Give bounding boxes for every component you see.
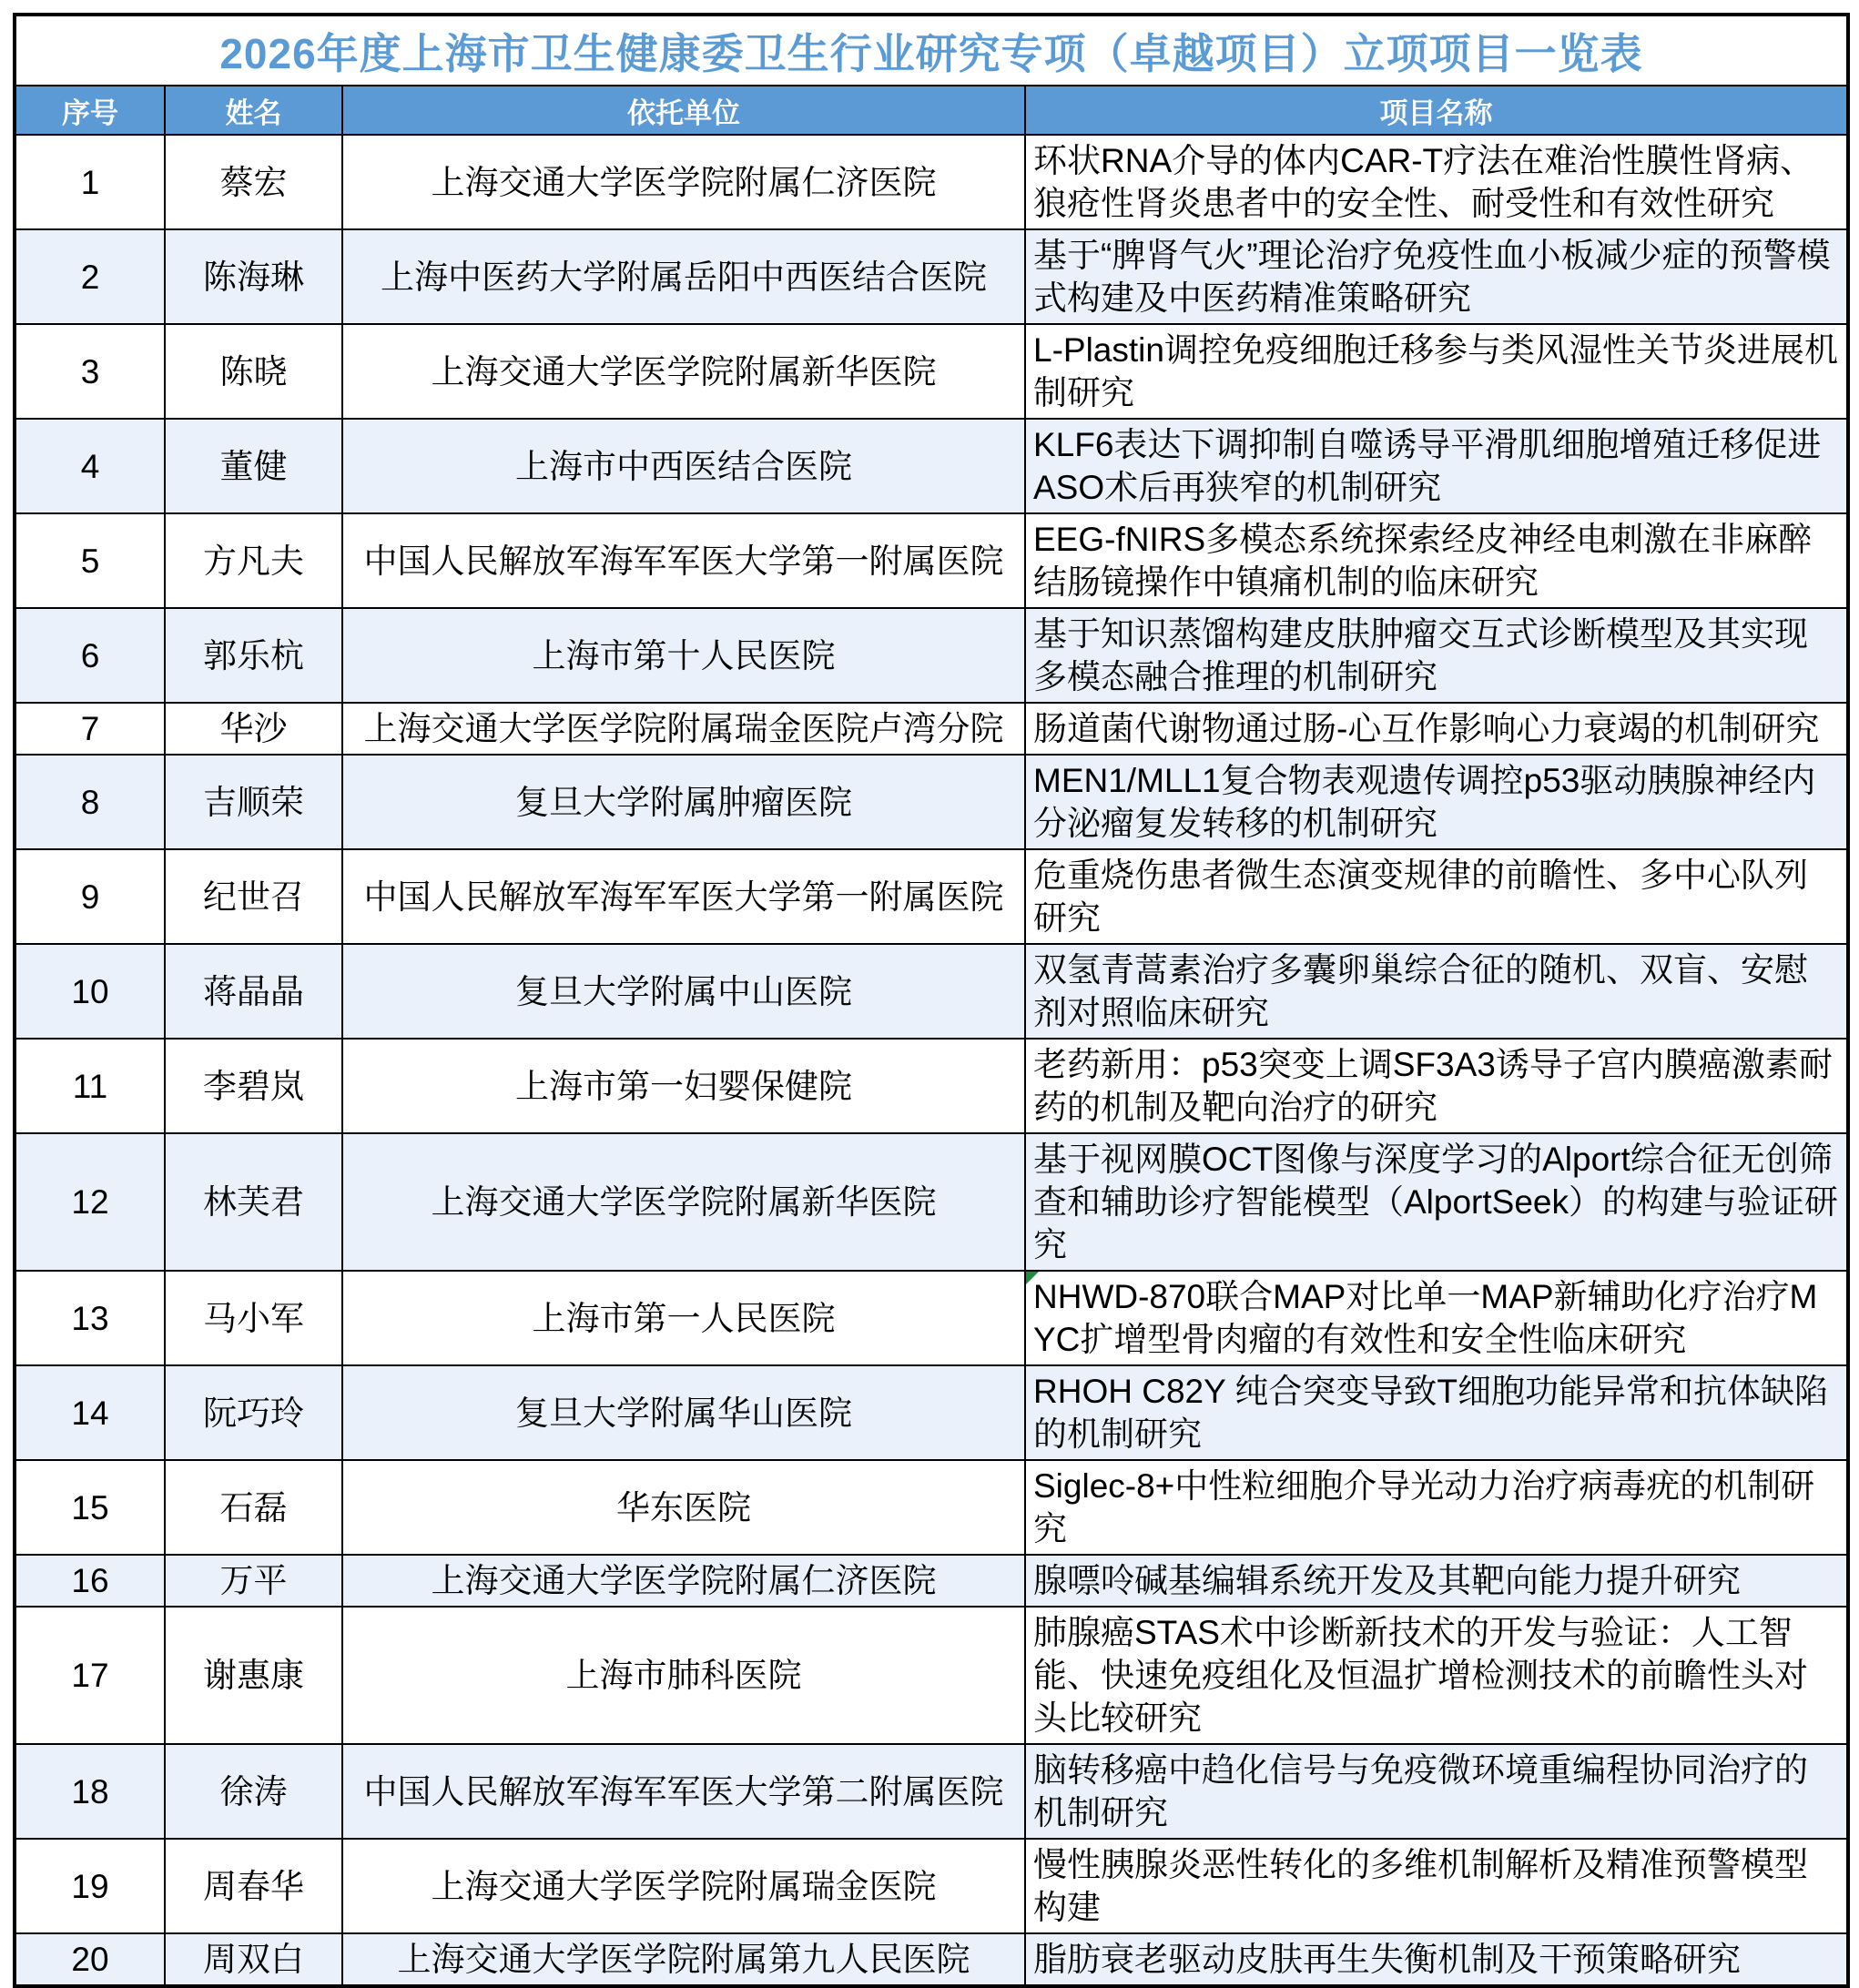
cell-project: 老药新用：p53突变上调SF3A3诱导子宫内膜癌激素耐药的机制及靶向治疗的研究 (1025, 1039, 1848, 1133)
cell-project: 脂肪衰老驱动皮肤再生失衡机制及干预策略研究 (1025, 1933, 1848, 1986)
table-row (15, 1555, 1848, 1607)
cell-project: 肠道菌代谢物通过肠-心互作影响心力衰竭的机制研究 (1025, 703, 1848, 755)
cell-institution: 上海交通大学医学院附属第九人民医院 (342, 1933, 1025, 1986)
cell-name: 徐涛 (165, 1744, 342, 1839)
cell-project: KLF6表达下调抑制自噬诱导平滑肌细胞增殖迁移促进ASO术后再狭窄的机制研究 (1025, 419, 1848, 513)
cell-index: 20 (15, 1933, 165, 1986)
cell-index: 16 (15, 1555, 165, 1607)
cell-institution: 上海市中西医结合医院 (342, 419, 1025, 513)
cell-name: 陈晓 (165, 324, 342, 419)
cell-project: 慢性胰腺炎恶性转化的多维机制解析及精准预警模型构建 (1025, 1839, 1848, 1933)
cell-name: 周双白 (165, 1933, 342, 1986)
column-header-name: 姓名 (165, 86, 342, 135)
cell-project: RHOH C82Y 纯合突变导致T细胞功能异常和抗体缺陷的机制研究 (1025, 1365, 1848, 1460)
cell-institution: 中国人民解放军海军军医大学第一附属医院 (342, 513, 1025, 608)
table-row (15, 324, 1848, 419)
cell-project: 基于“脾肾气火”理论治疗免疫性血小板减少症的预警模式构建及中医药精准策略研究 (1025, 229, 1848, 324)
table-row (15, 513, 1848, 608)
cell-project: 危重烧伤患者微生态演变规律的前瞻性、多中心队列研究 (1025, 849, 1848, 944)
table-row (15, 703, 1848, 755)
cell-project: NHWD-870联合MAP对比单一MAP新辅助化疗治疗MYC扩增型骨肉瘤的有效性和安全性临床研究 (1025, 1271, 1848, 1365)
cell-project: 环状RNA介导的体内CAR-T疗法在难治性膜性肾病、狼疮性肾炎患者中的安全性、耐受性和有效性研究 (1025, 135, 1848, 229)
cell-name: 蔡宏 (165, 135, 342, 229)
table-body (15, 135, 1848, 1986)
cell-institution: 上海市肺科医院 (342, 1607, 1025, 1744)
cell-index: 3 (15, 324, 165, 419)
cell-index: 9 (15, 849, 165, 944)
cell-project: 脑转移癌中趋化信号与免疫微环境重编程协同治疗的机制研究 (1025, 1744, 1848, 1839)
table-row (15, 1271, 1848, 1365)
cell-index: 19 (15, 1839, 165, 1933)
cell-name: 陈海琳 (165, 229, 342, 324)
table-row (15, 1607, 1848, 1744)
cell-name: 吉顺荣 (165, 755, 342, 849)
cell-institution: 上海交通大学医学院附属新华医院 (342, 1133, 1025, 1271)
cell-index: 13 (15, 1271, 165, 1365)
cell-name: 华沙 (165, 703, 342, 755)
cell-institution: 上海市第十人民医院 (342, 608, 1025, 703)
cell-index: 15 (15, 1460, 165, 1555)
table-row (15, 1460, 1848, 1555)
cell-name: 方凡夫 (165, 513, 342, 608)
cell-index: 5 (15, 513, 165, 608)
table-row (15, 419, 1848, 513)
cell-institution: 上海交通大学医学院附属瑞金医院 (342, 1839, 1025, 1933)
cell-institution: 中国人民解放军海军军医大学第二附属医院 (342, 1744, 1025, 1839)
cell-institution: 华东医院 (342, 1460, 1025, 1555)
title-row (15, 15, 1848, 86)
page-title: 2026年度上海市卫生健康委卫生行业研究专项（卓越项目）立项项目一览表 (15, 15, 1848, 86)
cell-index: 7 (15, 703, 165, 755)
cell-institution: 中国人民解放军海军军医大学第一附属医院 (342, 849, 1025, 944)
cell-index: 2 (15, 229, 165, 324)
cell-name: 郭乐杭 (165, 608, 342, 703)
cell-institution: 上海交通大学医学院附属瑞金医院卢湾分院 (342, 703, 1025, 755)
cell-name: 蒋晶晶 (165, 944, 342, 1039)
cell-institution: 复旦大学附属华山医院 (342, 1365, 1025, 1460)
cell-index: 1 (15, 135, 165, 229)
cell-index: 4 (15, 419, 165, 513)
cell-index: 8 (15, 755, 165, 849)
cell-project: 腺嘌呤碱基编辑系统开发及其靶向能力提升研究 (1025, 1555, 1848, 1607)
cell-name: 石磊 (165, 1460, 342, 1555)
cell-index: 18 (15, 1744, 165, 1839)
cell-index: 12 (15, 1133, 165, 1271)
cell-index: 17 (15, 1607, 165, 1744)
cell-project: 基于视网膜OCT图像与深度学习的Alport综合征无创筛查和辅助诊疗智能模型（AlportSeek）的构建与验证研究 (1025, 1133, 1848, 1271)
cell-project: 肺腺癌STAS术中诊断新技术的开发与验证：人工智能、快速免疫组化及恒温扩增检测技术的前瞻性头对头比较研究 (1025, 1607, 1848, 1744)
error-indicator-triangle (1026, 1272, 1039, 1284)
table-row (15, 1365, 1848, 1460)
cell-index: 14 (15, 1365, 165, 1460)
cell-institution: 上海交通大学医学院附属仁济医院 (342, 135, 1025, 229)
header-row (15, 86, 1848, 135)
table-row (15, 1133, 1848, 1271)
table-row (15, 755, 1848, 849)
cell-institution: 上海市第一妇婴保健院 (342, 1039, 1025, 1133)
cell-institution: 复旦大学附属肿瘤医院 (342, 755, 1025, 849)
cell-index: 10 (15, 944, 165, 1039)
table-row (15, 1933, 1848, 1986)
cell-name: 马小军 (165, 1271, 342, 1365)
cell-name: 李碧岚 (165, 1039, 342, 1133)
cell-name: 董健 (165, 419, 342, 513)
cell-index: 6 (15, 608, 165, 703)
cell-institution: 上海市第一人民医院 (342, 1271, 1025, 1365)
column-header-index: 序号 (15, 86, 165, 135)
column-header-institution: 依托单位 (342, 86, 1025, 135)
cell-name: 周春华 (165, 1839, 342, 1933)
cell-name: 谢惠康 (165, 1607, 342, 1744)
cell-name: 万平 (165, 1555, 342, 1607)
table-row (15, 849, 1848, 944)
cell-project: 双氢青蒿素治疗多囊卵巢综合征的随机、双盲、安慰剂对照临床研究 (1025, 944, 1848, 1039)
cell-index: 11 (15, 1039, 165, 1133)
cell-project: EEG-fNIRS多模态系统探索经皮神经电刺激在非麻醉结肠镜操作中镇痛机制的临床研究 (1025, 513, 1848, 608)
cell-name: 纪世召 (165, 849, 342, 944)
table-row (15, 135, 1848, 229)
project-table (13, 13, 1850, 1988)
cell-name: 林芙君 (165, 1133, 342, 1271)
cell-institution: 上海交通大学医学院附属仁济医院 (342, 1555, 1025, 1607)
cell-project: MEN1/MLL1复合物表观遗传调控p53驱动胰腺神经内分泌瘤复发转移的机制研究 (1025, 755, 1848, 849)
cell-institution: 复旦大学附属中山医院 (342, 944, 1025, 1039)
cell-name: 阮巧玲 (165, 1365, 342, 1460)
table-row (15, 608, 1848, 703)
cell-institution: 上海交通大学医学院附属新华医院 (342, 324, 1025, 419)
table-row (15, 229, 1848, 324)
table-row (15, 1744, 1848, 1839)
cell-project: Siglec-8+中性粒细胞介导光动力治疗病毒疣的机制研究 (1025, 1460, 1848, 1555)
table-row (15, 944, 1848, 1039)
cell-project: L-Plastin调控免疫细胞迁移参与类风湿性关节炎进展机制研究 (1025, 324, 1848, 419)
column-header-project: 项目名称 (1025, 86, 1848, 135)
table-row (15, 1039, 1848, 1133)
cell-institution: 上海中医药大学附属岳阳中西医结合医院 (342, 229, 1025, 324)
cell-project: 基于知识蒸馏构建皮肤肿瘤交互式诊断模型及其实现多模态融合推理的机制研究 (1025, 608, 1848, 703)
